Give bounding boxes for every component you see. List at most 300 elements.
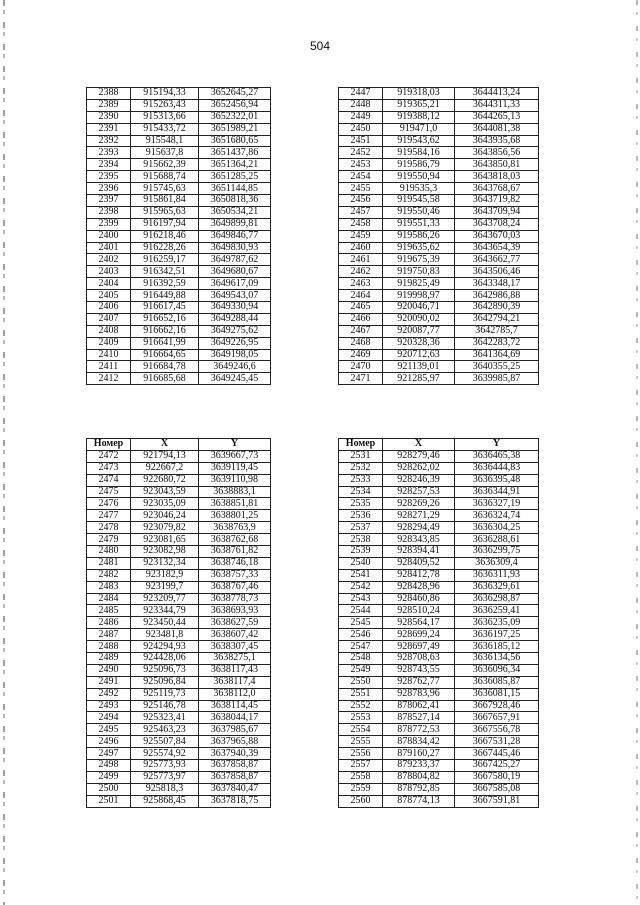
y-coordinate-cell: 3636085,87 [455, 676, 539, 688]
x-coordinate-cell: 928409,52 [383, 557, 455, 569]
point-number-cell: 2405 [87, 290, 131, 302]
point-number-cell: 2532 [339, 462, 383, 474]
table-body [87, 88, 271, 385]
x-coordinate-cell: 919635,62 [383, 242, 455, 254]
y-coordinate-cell: 3642283,72 [455, 337, 539, 349]
y-coordinate-cell: 3636395,48 [455, 474, 539, 486]
point-number-cell: 2534 [339, 486, 383, 498]
x-coordinate-cell: 915433,72 [131, 123, 199, 135]
table-row [339, 688, 539, 700]
x-coordinate-cell: 924294,93 [131, 641, 199, 653]
y-coordinate-cell: 3638762,68 [199, 534, 271, 546]
y-coordinate-cell: 3667556,78 [455, 724, 539, 736]
point-number-cell: 2451 [339, 135, 383, 147]
x-coordinate-cell: 916617,45 [131, 302, 199, 314]
table-row [339, 88, 539, 100]
y-coordinate-cell: 3636298,87 [455, 593, 539, 605]
y-coordinate-cell: 3649617,09 [199, 278, 271, 290]
point-number-cell: 2470 [339, 361, 383, 373]
x-coordinate-cell: 878772,53 [383, 724, 455, 736]
x-coordinate-cell: 923035,09 [131, 498, 199, 510]
point-number-cell: 2560 [339, 795, 383, 807]
table-row [87, 498, 271, 510]
point-number-cell: 2499 [87, 771, 131, 783]
table-row [87, 373, 271, 385]
y-coordinate-cell: 3649246,6 [199, 361, 271, 373]
table-row [87, 748, 271, 760]
table-row [339, 462, 539, 474]
x-coordinate-cell: 925818,3 [131, 783, 199, 795]
y-coordinate-cell: 3643654,39 [455, 242, 539, 254]
table-row [87, 313, 271, 325]
y-coordinate-cell: 3643670,03 [455, 230, 539, 242]
table-row [87, 581, 271, 593]
point-number-cell: 2479 [87, 534, 131, 546]
x-coordinate-cell: 922680,72 [131, 474, 199, 486]
table-row [339, 135, 539, 147]
y-coordinate-cell: 3643935,68 [455, 135, 539, 147]
y-coordinate-cell: 3649846,77 [199, 230, 271, 242]
y-coordinate-cell: 3652322,01 [199, 111, 271, 123]
y-coordinate-cell: 3637965,88 [199, 736, 271, 748]
y-coordinate-cell: 3636311,93 [455, 569, 539, 581]
point-number-cell: 2454 [339, 171, 383, 183]
x-coordinate-cell: 919550,46 [383, 206, 455, 218]
point-number-cell: 2400 [87, 230, 131, 242]
table-row [87, 218, 271, 230]
x-coordinate-cell: 920090,02 [383, 313, 455, 325]
y-coordinate-cell: 3636324,74 [455, 510, 539, 522]
column-header-number: Номер [339, 439, 383, 451]
x-coordinate-cell: 920046,71 [383, 302, 455, 314]
x-coordinate-cell: 916197,94 [131, 218, 199, 230]
x-coordinate-cell: 925096,84 [131, 676, 199, 688]
point-number-cell: 2462 [339, 266, 383, 278]
point-number-cell: 2410 [87, 349, 131, 361]
table-row [339, 123, 539, 135]
y-coordinate-cell: 3643818,03 [455, 171, 539, 183]
point-number-cell: 2395 [87, 171, 131, 183]
point-number-cell: 2456 [339, 195, 383, 207]
x-coordinate-cell: 928271,29 [383, 510, 455, 522]
y-coordinate-cell: 3643709,94 [455, 206, 539, 218]
point-number-cell: 2476 [87, 498, 131, 510]
point-number-cell: 2545 [339, 617, 383, 629]
point-number-cell: 2540 [339, 557, 383, 569]
y-coordinate-cell: 3642986,88 [455, 290, 539, 302]
x-coordinate-cell: 919998,97 [383, 290, 455, 302]
x-coordinate-cell: 916449,88 [131, 290, 199, 302]
point-number-cell: 2402 [87, 254, 131, 266]
table-header-row [87, 439, 271, 451]
table-row [339, 242, 539, 254]
table-row [339, 676, 539, 688]
y-coordinate-cell: 3638627,59 [199, 617, 271, 629]
point-number-cell: 2488 [87, 641, 131, 653]
y-coordinate-cell: 3642794,21 [455, 313, 539, 325]
x-coordinate-cell: 878804,82 [383, 771, 455, 783]
x-coordinate-cell: 925146,78 [131, 700, 199, 712]
table-row [87, 653, 271, 665]
point-number-cell: 2466 [339, 313, 383, 325]
y-coordinate-cell: 3643662,77 [455, 254, 539, 266]
point-number-cell: 2531 [339, 450, 383, 462]
point-number-cell: 2542 [339, 581, 383, 593]
y-coordinate-cell: 3638883,1 [199, 486, 271, 498]
point-number-cell: 2458 [339, 218, 383, 230]
y-coordinate-cell: 3636185,12 [455, 641, 539, 653]
table-body [339, 450, 539, 807]
point-number-cell: 2498 [87, 760, 131, 772]
point-number-cell: 2497 [87, 748, 131, 760]
point-number-cell: 2537 [339, 522, 383, 534]
y-coordinate-cell: 3667585,08 [455, 783, 539, 795]
table-row [339, 230, 539, 242]
point-number-cell: 2406 [87, 302, 131, 314]
x-coordinate-cell: 916342,51 [131, 266, 199, 278]
point-number-cell: 2460 [339, 242, 383, 254]
table-row [87, 712, 271, 724]
table-row [87, 557, 271, 569]
table-row [87, 337, 271, 349]
table-row [87, 736, 271, 748]
x-coordinate-cell: 919750,83 [383, 266, 455, 278]
point-number-cell: 2471 [339, 373, 383, 385]
point-number-cell: 2397 [87, 195, 131, 207]
table-row [339, 361, 539, 373]
point-number-cell: 2535 [339, 498, 383, 510]
x-coordinate-cell: 916664,65 [131, 349, 199, 361]
x-coordinate-cell: 928279,46 [383, 450, 455, 462]
x-coordinate-cell: 925119,73 [131, 688, 199, 700]
table-row [87, 641, 271, 653]
coordinates-table-top-left [86, 87, 271, 385]
point-number-cell: 2481 [87, 557, 131, 569]
table-row [87, 290, 271, 302]
y-coordinate-cell: 3638801,25 [199, 510, 271, 522]
table-row [87, 546, 271, 558]
table-row [339, 771, 539, 783]
y-coordinate-cell: 3649288,44 [199, 313, 271, 325]
x-coordinate-cell: 928743,55 [383, 664, 455, 676]
y-coordinate-cell: 3636327,19 [455, 498, 539, 510]
x-coordinate-cell: 923182,9 [131, 569, 199, 581]
x-coordinate-cell: 923209,77 [131, 593, 199, 605]
table-row [87, 700, 271, 712]
point-number-cell: 2455 [339, 183, 383, 195]
scan-edge-right [636, 0, 638, 905]
x-coordinate-cell: 923132,34 [131, 557, 199, 569]
x-coordinate-cell: 878834,42 [383, 736, 455, 748]
table-row [339, 510, 539, 522]
point-number-cell: 2407 [87, 313, 131, 325]
table-body [339, 88, 539, 385]
table-row [87, 474, 271, 486]
table-row [339, 581, 539, 593]
x-coordinate-cell: 915688,74 [131, 171, 199, 183]
y-coordinate-cell: 3667425,27 [455, 760, 539, 772]
table-row [339, 724, 539, 736]
x-coordinate-cell: 923481,8 [131, 629, 199, 641]
table-row [87, 111, 271, 123]
point-number-cell: 2541 [339, 569, 383, 581]
point-number-cell: 2469 [339, 349, 383, 361]
table-row [87, 688, 271, 700]
x-coordinate-cell: 915313,66 [131, 111, 199, 123]
x-coordinate-cell: 928510,24 [383, 605, 455, 617]
x-coordinate-cell: 923043,59 [131, 486, 199, 498]
y-coordinate-cell: 3637840,47 [199, 783, 271, 795]
point-number-cell: 2394 [87, 159, 131, 171]
y-coordinate-cell: 3636081,15 [455, 688, 539, 700]
x-coordinate-cell: 878774,13 [383, 795, 455, 807]
x-coordinate-cell: 915662,39 [131, 159, 199, 171]
y-coordinate-cell: 3650534,21 [199, 206, 271, 218]
table-row [339, 111, 539, 123]
x-coordinate-cell: 915263,43 [131, 99, 199, 111]
table-row [339, 617, 539, 629]
table-row [339, 266, 539, 278]
x-coordinate-cell: 919675,39 [383, 254, 455, 266]
table-row [339, 254, 539, 266]
y-coordinate-cell: 3638275,1 [199, 653, 271, 665]
x-coordinate-cell: 920087,77 [383, 325, 455, 337]
point-number-cell: 2453 [339, 159, 383, 171]
table-row [339, 629, 539, 641]
x-coordinate-cell: 921285,97 [383, 373, 455, 385]
table-row [339, 313, 539, 325]
y-coordinate-cell: 3638763,9 [199, 522, 271, 534]
point-number-cell: 2538 [339, 534, 383, 546]
x-coordinate-cell: 916641,99 [131, 337, 199, 349]
y-coordinate-cell: 3636329,61 [455, 581, 539, 593]
point-number-cell: 2482 [87, 569, 131, 581]
x-coordinate-cell: 916228,26 [131, 242, 199, 254]
point-number-cell: 2554 [339, 724, 383, 736]
y-coordinate-cell: 3667445,46 [455, 748, 539, 760]
point-number-cell: 2396 [87, 183, 131, 195]
table-row [87, 266, 271, 278]
table-row [339, 557, 539, 569]
point-number-cell: 2398 [87, 206, 131, 218]
point-number-cell: 2551 [339, 688, 383, 700]
point-number-cell: 2447 [339, 88, 383, 100]
x-coordinate-cell: 928343,85 [383, 534, 455, 546]
x-coordinate-cell: 923081,65 [131, 534, 199, 546]
point-number-cell: 2389 [87, 99, 131, 111]
y-coordinate-cell: 3637858,87 [199, 760, 271, 772]
point-number-cell: 2493 [87, 700, 131, 712]
point-number-cell: 2401 [87, 242, 131, 254]
table-row [339, 195, 539, 207]
point-number-cell: 2478 [87, 522, 131, 534]
point-number-cell: 2553 [339, 712, 383, 724]
y-coordinate-cell: 3649330,94 [199, 302, 271, 314]
y-coordinate-cell: 3636309,4 [455, 557, 539, 569]
table-row [87, 617, 271, 629]
y-coordinate-cell: 3649543,07 [199, 290, 271, 302]
table-row [87, 783, 271, 795]
point-number-cell: 2448 [339, 99, 383, 111]
y-coordinate-cell: 3638044,17 [199, 712, 271, 724]
table-row [87, 771, 271, 783]
y-coordinate-cell: 3644413,24 [455, 88, 539, 100]
table-row [339, 664, 539, 676]
table-row [87, 486, 271, 498]
point-number-cell: 2539 [339, 546, 383, 558]
point-number-cell: 2392 [87, 135, 131, 147]
y-coordinate-cell: 3637818,75 [199, 795, 271, 807]
y-coordinate-cell: 3644265,13 [455, 111, 539, 123]
table-row [339, 748, 539, 760]
table-row [87, 522, 271, 534]
x-coordinate-cell: 919550,94 [383, 171, 455, 183]
y-coordinate-cell: 3651437,86 [199, 147, 271, 159]
table-row [339, 99, 539, 111]
table-row [339, 569, 539, 581]
y-coordinate-cell: 3638767,46 [199, 581, 271, 593]
point-number-cell: 2489 [87, 653, 131, 665]
x-coordinate-cell: 928762,77 [383, 676, 455, 688]
point-number-cell: 2555 [339, 736, 383, 748]
y-coordinate-cell: 3649787,62 [199, 254, 271, 266]
point-number-cell: 2404 [87, 278, 131, 290]
x-coordinate-cell: 928262,02 [383, 462, 455, 474]
y-coordinate-cell: 3644311,33 [455, 99, 539, 111]
point-number-cell: 2403 [87, 266, 131, 278]
y-coordinate-cell: 3652645,27 [199, 88, 271, 100]
point-number-cell: 2468 [339, 337, 383, 349]
y-coordinate-cell: 3639667,73 [199, 450, 271, 462]
x-coordinate-cell: 915745,63 [131, 183, 199, 195]
y-coordinate-cell: 3638117,43 [199, 664, 271, 676]
x-coordinate-cell: 919545,58 [383, 195, 455, 207]
x-coordinate-cell: 925868,45 [131, 795, 199, 807]
point-number-cell: 2473 [87, 462, 131, 474]
point-number-cell: 2459 [339, 230, 383, 242]
x-coordinate-cell: 919543,62 [383, 135, 455, 147]
table-row [87, 569, 271, 581]
point-number-cell: 2457 [339, 206, 383, 218]
y-coordinate-cell: 3643768,67 [455, 183, 539, 195]
point-number-cell: 2484 [87, 593, 131, 605]
point-number-cell: 2408 [87, 325, 131, 337]
x-coordinate-cell: 916392,59 [131, 278, 199, 290]
x-coordinate-cell: 919586,26 [383, 230, 455, 242]
point-number-cell: 2556 [339, 748, 383, 760]
x-coordinate-cell: 919586,79 [383, 159, 455, 171]
table-row [87, 534, 271, 546]
x-coordinate-cell: 928697,49 [383, 641, 455, 653]
point-number-cell: 2544 [339, 605, 383, 617]
x-coordinate-cell: 915637,8 [131, 147, 199, 159]
x-coordinate-cell: 928294,49 [383, 522, 455, 534]
y-coordinate-cell: 3651680,65 [199, 135, 271, 147]
point-number-cell: 2557 [339, 760, 383, 772]
point-number-cell: 2548 [339, 653, 383, 665]
x-coordinate-cell: 920712,63 [383, 349, 455, 361]
table-row [87, 230, 271, 242]
y-coordinate-cell: 3636344,91 [455, 486, 539, 498]
y-coordinate-cell: 3636235,09 [455, 617, 539, 629]
point-number-cell: 2536 [339, 510, 383, 522]
table-row [339, 337, 539, 349]
table-row [87, 254, 271, 266]
y-coordinate-cell: 3644081,38 [455, 123, 539, 135]
point-number-cell: 2477 [87, 510, 131, 522]
x-coordinate-cell: 923199,7 [131, 581, 199, 593]
table-row [87, 159, 271, 171]
x-coordinate-cell: 923046,24 [131, 510, 199, 522]
table-row [339, 760, 539, 772]
y-coordinate-cell: 3636299,75 [455, 546, 539, 558]
x-coordinate-cell: 925323,41 [131, 712, 199, 724]
table-row [339, 325, 539, 337]
y-coordinate-cell: 3639985,87 [455, 373, 539, 385]
point-number-cell: 2549 [339, 664, 383, 676]
table-row [339, 783, 539, 795]
x-coordinate-cell: 928699,24 [383, 629, 455, 641]
point-number-cell: 2411 [87, 361, 131, 373]
point-number-cell: 2388 [87, 88, 131, 100]
x-coordinate-cell: 916684,78 [131, 361, 199, 373]
y-coordinate-cell: 3649245,45 [199, 373, 271, 385]
table-row [87, 462, 271, 474]
table-row [87, 361, 271, 373]
table-row [339, 712, 539, 724]
table-row [87, 123, 271, 135]
x-coordinate-cell: 915861,84 [131, 195, 199, 207]
x-coordinate-cell: 923082,98 [131, 546, 199, 558]
point-number-cell: 2449 [339, 111, 383, 123]
y-coordinate-cell: 3639119,45 [199, 462, 271, 474]
point-number-cell: 2393 [87, 147, 131, 159]
x-coordinate-cell: 925773,93 [131, 760, 199, 772]
y-coordinate-cell: 3650818,36 [199, 195, 271, 207]
y-coordinate-cell: 3651144,85 [199, 183, 271, 195]
table-row [339, 450, 539, 462]
y-coordinate-cell: 3640355,25 [455, 361, 539, 373]
y-coordinate-cell: 3643506,46 [455, 266, 539, 278]
x-coordinate-cell: 915548,1 [131, 135, 199, 147]
coordinates-table-bottom-left [86, 438, 271, 808]
x-coordinate-cell: 923079,82 [131, 522, 199, 534]
y-coordinate-cell: 3667928,46 [455, 700, 539, 712]
x-coordinate-cell: 928412,78 [383, 569, 455, 581]
table-row [87, 135, 271, 147]
y-coordinate-cell: 3667580,19 [455, 771, 539, 783]
point-number-cell: 2547 [339, 641, 383, 653]
y-coordinate-cell: 3643719,82 [455, 195, 539, 207]
y-coordinate-cell: 3651989,21 [199, 123, 271, 135]
table-header-row [339, 439, 539, 451]
table-row [339, 302, 539, 314]
table-row [339, 641, 539, 653]
y-coordinate-cell: 3636259,41 [455, 605, 539, 617]
y-coordinate-cell: 3649275,62 [199, 325, 271, 337]
point-number-cell: 2391 [87, 123, 131, 135]
point-number-cell: 2464 [339, 290, 383, 302]
y-coordinate-cell: 3641364,69 [455, 349, 539, 361]
table-row [87, 593, 271, 605]
y-coordinate-cell: 3638746,18 [199, 557, 271, 569]
table-row [87, 99, 271, 111]
y-coordinate-cell: 3639110,98 [199, 474, 271, 486]
y-coordinate-cell: 3636304,25 [455, 522, 539, 534]
x-coordinate-cell: 921794,13 [131, 450, 199, 462]
x-coordinate-cell: 919551,33 [383, 218, 455, 230]
table-row [339, 522, 539, 534]
